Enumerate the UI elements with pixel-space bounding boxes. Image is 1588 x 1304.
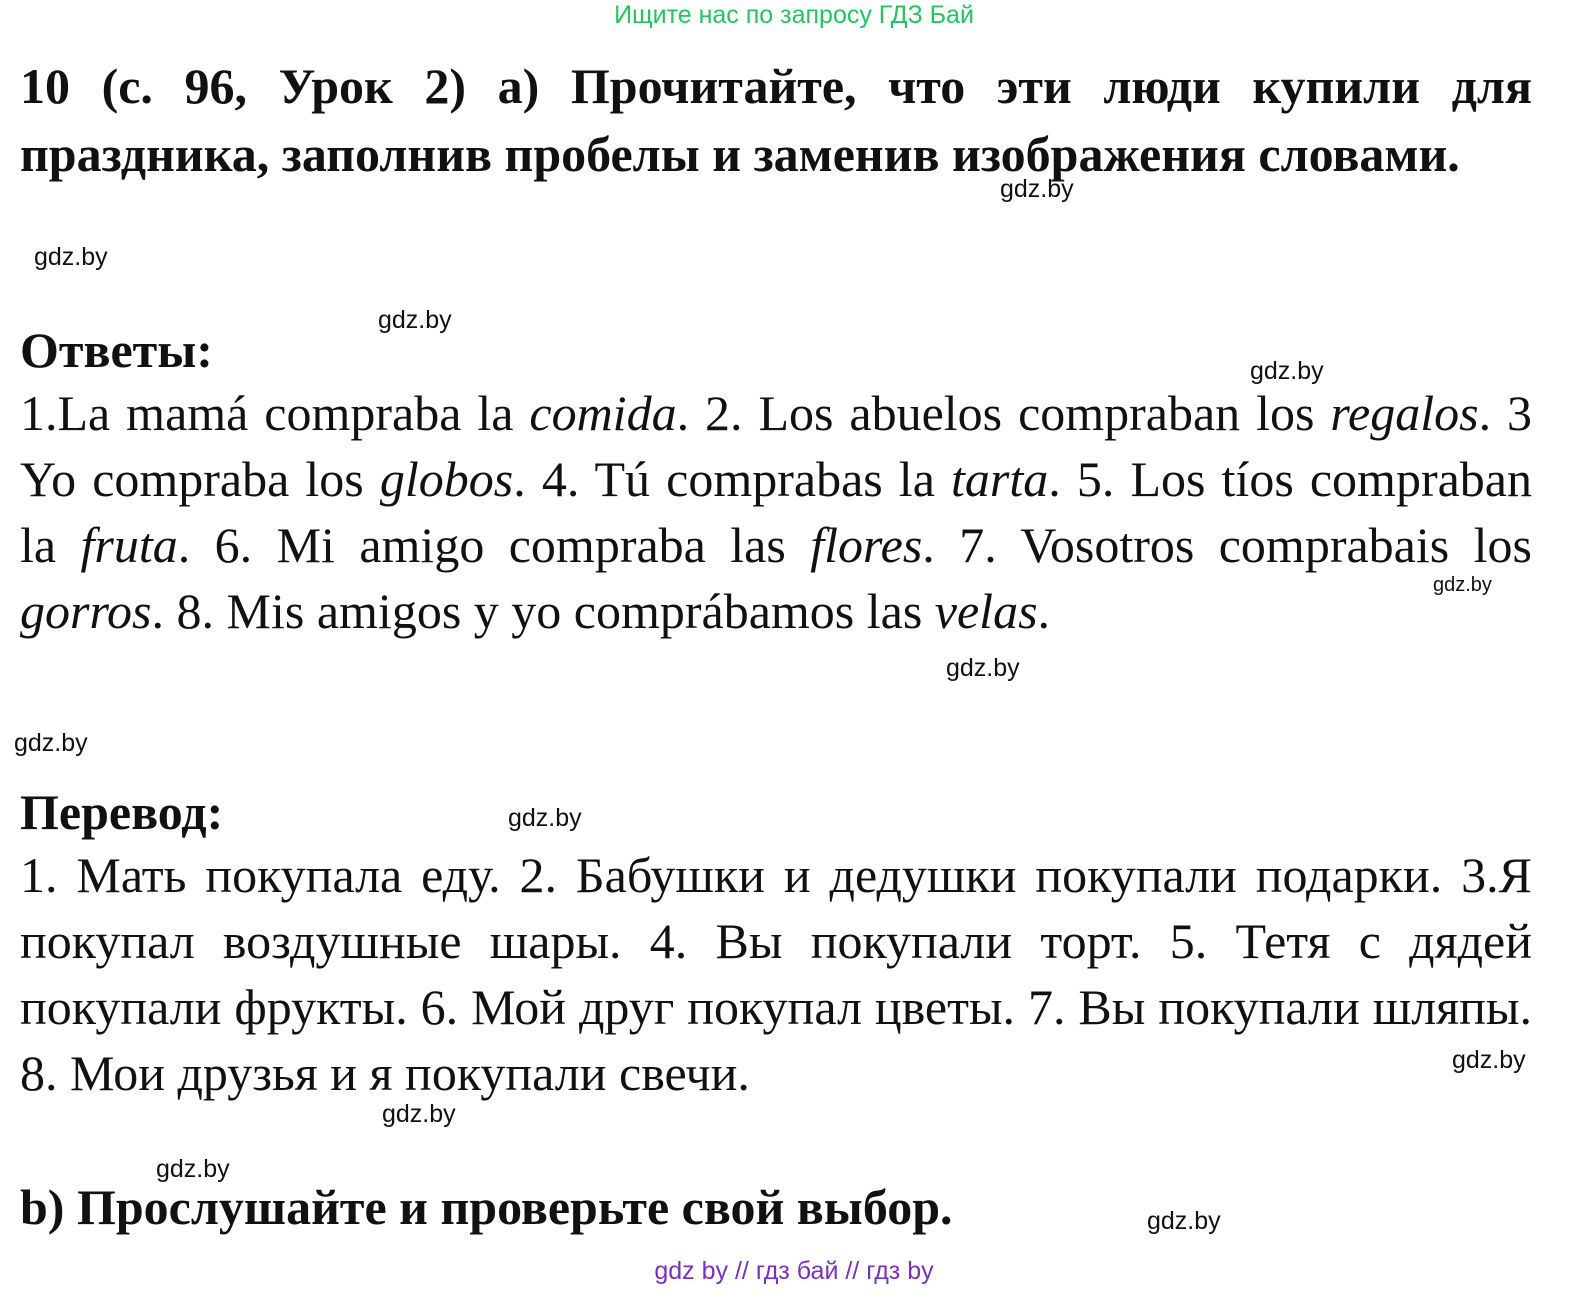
watermark: gdz.by (1147, 1207, 1221, 1235)
watermark: gdz.by (34, 243, 108, 271)
part-b-statement: b) Прослушайте и проверьте свой выбор. (20, 1179, 953, 1235)
watermark: gdz.by (1250, 357, 1324, 385)
translation-text: 1. Мать покупала еду. 2. Бабушки и дедушки покупали подарки. 3.Я покупал воздушные шары. 4. Вы покупали торт. 5. Тетя с дядей покупали фрукты. 6. Мой друг покупал цветы. 7. Вы покупали шляпы. 8. Мои друзья и я покупали свечи. (20, 847, 1532, 1101)
answer-word: globos (379, 451, 514, 507)
translation-heading: Перевод: (20, 784, 224, 840)
answer-word: fruta (80, 517, 178, 573)
watermark: gdz.by (14, 729, 88, 757)
answer-word: flores (810, 517, 923, 573)
watermark: gdz.by (378, 306, 452, 334)
answer-text: 1.La mamá compraba la comida. 2. Los abuelos compraban los regalos. 3 Yo compraba los globos. 4. Tú comprabas la tarta. 5. Los tíos compraban la fruta. 6. Mi amigo compraba las flores. 7. Vosotros comprabais los gorros. 8. Mis amigos y yo comprábamos las velas. (20, 385, 1533, 639)
watermark: gdz.by (382, 1100, 456, 1128)
answer-word: regalos (1330, 385, 1479, 441)
watermark: gdz.by (1000, 175, 1074, 203)
watermark: gdz.by (946, 654, 1020, 682)
watermark: gdz.by (1452, 1046, 1526, 1074)
watermark: gdz.by (156, 1155, 230, 1183)
watermark: gdz.by (508, 804, 582, 832)
answer-word: comida (529, 385, 677, 441)
answer-word: velas (934, 583, 1038, 639)
answer-word: gorros (20, 583, 152, 639)
task-statement: 10 (с. 96, Урок 2) а) Прочитайте, что эти люди купили для праздника, заполнив пробелы и заменив изображения словами. (20, 58, 1532, 182)
top-banner: Ищите нас по запросу ГДЗ Бай (614, 1, 974, 29)
answer-word: tarta (951, 451, 1049, 507)
answers-heading: Ответы: (20, 322, 213, 378)
watermark: gdz.by (1433, 574, 1492, 596)
footer-links: gdz by // гдз бай // гдз by (654, 1257, 934, 1285)
